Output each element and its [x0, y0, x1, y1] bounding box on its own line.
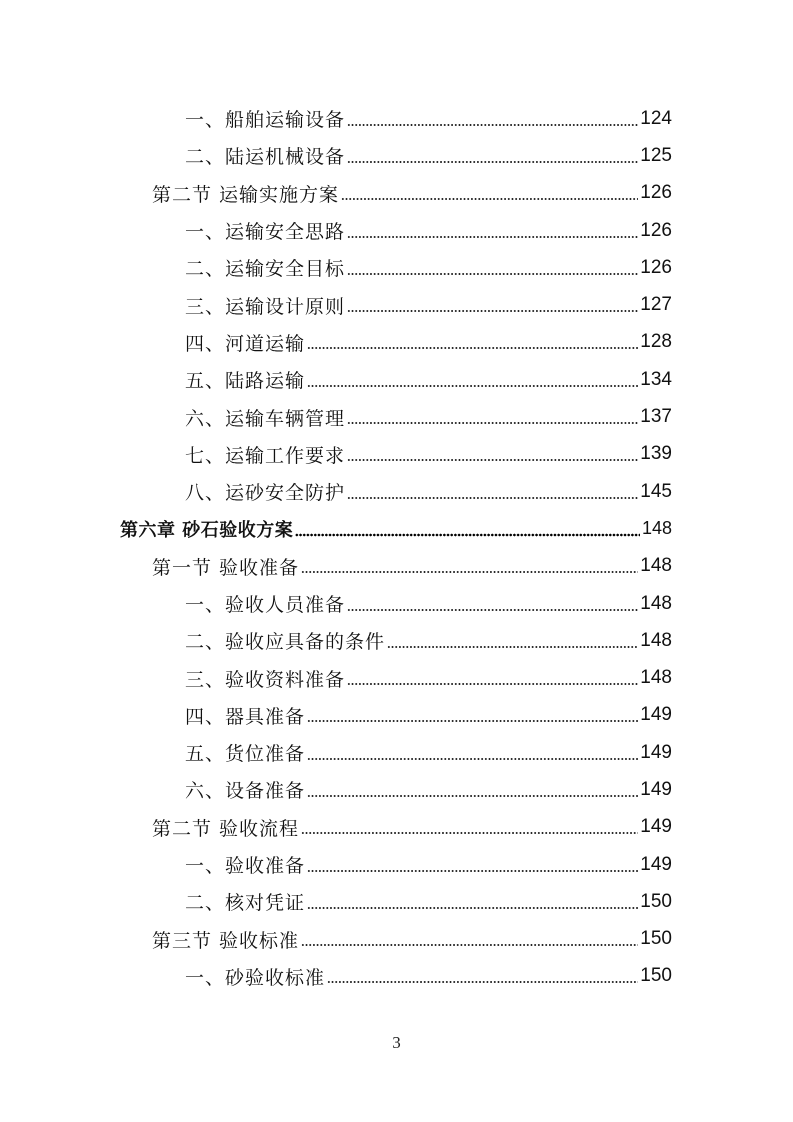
- toc-entry-title: 第二节 运输实施方案: [152, 183, 340, 206]
- dot-leader: [347, 420, 638, 426]
- toc-chapter-entry[interactable]: [0, 510, 793, 547]
- toc-entry-title: 一、验收人员准备: [185, 594, 346, 616]
- toc-entry-page: 148: [641, 518, 672, 539]
- dot-leader: [347, 122, 638, 128]
- toc-entry[interactable]: [0, 286, 793, 323]
- dot-leader: [307, 905, 638, 911]
- dot-leader: [387, 644, 638, 650]
- toc-entry[interactable]: [0, 100, 793, 137]
- dot-leader: [301, 569, 638, 575]
- dot-leader: [347, 607, 638, 613]
- toc-entry-title: 四、器具准备: [185, 705, 306, 728]
- toc-entry-page: 145: [640, 480, 672, 502]
- toc-entry-title: 一、验收准备: [185, 855, 306, 878]
- toc-entry[interactable]: [0, 883, 793, 920]
- toc-entry-title: 一、船舶运输设备: [185, 109, 346, 132]
- toc-entry[interactable]: [0, 212, 793, 249]
- toc-entry-page: 126: [640, 182, 672, 204]
- toc-entry-page: 148: [640, 629, 672, 651]
- dot-leader: [307, 756, 638, 762]
- toc-entry-page: 149: [640, 704, 672, 726]
- toc-entry[interactable]: [0, 473, 793, 510]
- dot-leader: [301, 942, 638, 948]
- toc-entry-page: 124: [640, 107, 672, 129]
- toc-entry-title: 六、运输车辆管理: [185, 407, 346, 430]
- dot-leader: [341, 196, 638, 202]
- toc-entry[interactable]: [0, 175, 793, 212]
- page-number: 3: [392, 1033, 401, 1052]
- dot-leader: [347, 495, 638, 501]
- toc-entry-page: 126: [640, 219, 672, 241]
- dot-leader: [347, 457, 638, 463]
- toc-entry-page: 134: [640, 368, 672, 390]
- toc-entry[interactable]: [0, 921, 793, 958]
- toc-entry-page: 125: [640, 144, 672, 166]
- toc-entry[interactable]: [0, 398, 793, 435]
- dot-leader: [307, 345, 638, 351]
- dot-leader: [307, 793, 638, 799]
- toc-entry-title: 八、运砂安全防护: [185, 482, 346, 505]
- toc-entry-page: 148: [640, 667, 672, 689]
- toc-entry[interactable]: [0, 585, 793, 622]
- dot-leader: [347, 681, 638, 687]
- dot-leader: [347, 234, 638, 240]
- toc-entry-title: 二、核对凭证: [185, 892, 306, 915]
- toc-entry[interactable]: [0, 659, 793, 696]
- toc-entry-page: 139: [640, 443, 672, 465]
- dot-leader: [347, 271, 638, 277]
- toc-entry-page: 149: [640, 778, 672, 800]
- toc-entry[interactable]: [0, 436, 793, 473]
- toc-entry-page: 150: [640, 928, 672, 950]
- toc-entry-title: 一、砂验收标准: [185, 966, 326, 989]
- toc-entry-title: 二、陆运机械设备: [185, 146, 346, 169]
- toc-entry-title: 五、陆路运输: [185, 370, 306, 393]
- toc-entry-title: 二、验收应具备的条件: [185, 631, 386, 654]
- toc-entry-page: 149: [640, 816, 672, 838]
- toc-entry-page: 126: [640, 256, 672, 278]
- dot-leader: [301, 830, 638, 836]
- toc-entry-page: 149: [640, 853, 672, 875]
- toc-entry[interactable]: [0, 734, 793, 771]
- toc-entry-title: 二、运输安全目标: [185, 258, 346, 281]
- toc-entry-title: 六、设备准备: [185, 780, 306, 803]
- toc-entry-title: 四、河道运输: [185, 332, 306, 355]
- toc-entry[interactable]: [0, 846, 793, 883]
- toc-entry[interactable]: [0, 324, 793, 361]
- dot-leader: [347, 308, 638, 314]
- toc-entry[interactable]: [0, 361, 793, 398]
- toc-entry-title: 第六章 砂石验收方案: [120, 519, 294, 541]
- toc-entry[interactable]: [0, 137, 793, 174]
- toc-entry[interactable]: [0, 548, 793, 585]
- toc-entry-title: 第二节 验收流程: [152, 817, 300, 840]
- toc-entry-page: 148: [640, 592, 672, 614]
- dot-leader: [327, 979, 638, 985]
- toc-entry-title: 一、运输安全思路: [185, 221, 346, 244]
- toc-entry[interactable]: [0, 622, 793, 659]
- toc-entry-page: 137: [640, 406, 672, 428]
- toc-entry[interactable]: [0, 809, 793, 846]
- dot-leader: [307, 718, 638, 724]
- toc-entry-page: 150: [640, 890, 672, 912]
- toc-entry-title: 第一节 验收准备: [152, 556, 300, 579]
- toc-entry[interactable]: [0, 771, 793, 808]
- dot-leader: [307, 868, 638, 874]
- dot-leader: [307, 383, 638, 389]
- toc-entry-page: 149: [640, 741, 672, 763]
- toc-entry[interactable]: [0, 249, 793, 286]
- toc-entry-page: 127: [640, 294, 672, 316]
- toc-entry[interactable]: [0, 958, 793, 995]
- toc-entry-page: 128: [640, 331, 672, 353]
- table-of-contents: [0, 100, 793, 995]
- dot-leader: [295, 532, 640, 538]
- toc-entry-title: 五、货位准备: [185, 743, 306, 766]
- toc-entry[interactable]: [0, 697, 793, 734]
- toc-entry-title: 第三节 验收标准: [152, 929, 300, 952]
- toc-entry-title: 七、运输工作要求: [185, 444, 346, 467]
- dot-leader: [347, 159, 638, 165]
- toc-entry-title: 三、验收资料准备: [185, 668, 346, 691]
- toc-entry-page: 150: [640, 965, 672, 987]
- toc-entry-title: 三、运输设计原则: [185, 295, 346, 318]
- toc-entry-page: 148: [640, 555, 672, 577]
